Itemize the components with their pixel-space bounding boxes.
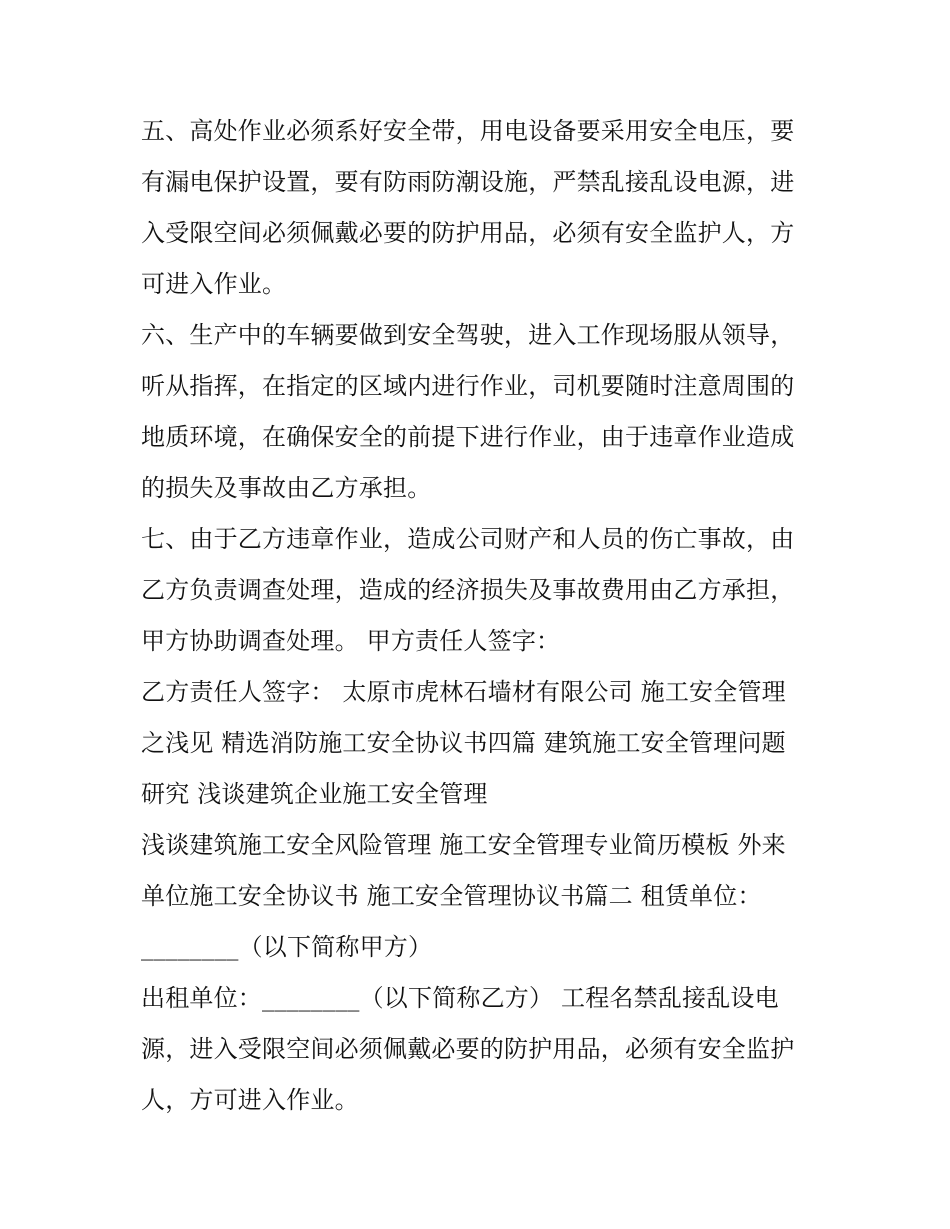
text-line: 可进入作业。 (141, 270, 287, 298)
text-line: 之浅见 精选消防施工安全协议书四篇 建筑施工安全管理问题 (141, 729, 786, 757)
text-line: 有漏电保护设置，要有防雨防潮设施，严禁乱接乱设电源，进 (141, 168, 795, 196)
text-line: 地质环境，在确保安全的前提下进行作业，由于违章作业造成 (141, 423, 795, 451)
text-line: 乙方负责调查处理，造成的经济损失及事故费用由乙方承担， (141, 576, 795, 604)
text-line: 浅谈建筑施工安全风险管理 施工安全管理专业简历模板 外来 (141, 831, 786, 859)
text-line: 五、高处作业必须系好安全带，用电设备要采用安全电压，要 (141, 117, 795, 145)
text-line: ________（以下简称甲方） (141, 933, 433, 961)
text-line: 出租单位：________（以下简称乙方） 工程名禁乱接乱设电 (141, 984, 779, 1012)
text-line: 七、由于乙方违章作业，造成公司财产和人员的伤亡事故，由 (141, 525, 795, 553)
text-line: 入受限空间必须佩戴必要的防护用品，必须有安全监护人，方 (141, 219, 795, 247)
text-line: 研究 浅谈建筑企业施工安全管理 (141, 780, 488, 808)
text-line: 人，方可进入作业。 (141, 1086, 359, 1114)
text-line: 听从指挥，在指定的区域内进行作业，司机要随时注意周围的 (141, 372, 795, 400)
text-line: 源，进入受限空间必须佩戴必要的防护用品，必须有安全监护 (141, 1035, 795, 1063)
document-body (141, 106, 821, 1126)
text-line: 单位施工安全协议书 施工安全管理协议书篇二 租赁单位： (141, 882, 762, 910)
text-line: 甲方协助调查处理。 甲方责任人签字： (141, 627, 561, 655)
text-line: 的损失及事故由乙方承担。 (141, 474, 432, 502)
text-line: 六、生产中的车辆要做到安全驾驶，进入工作现场服从领导， (141, 321, 795, 349)
text-line: 乙方责任人签字： 太原市虎林石墙材有限公司 施工安全管理 (141, 678, 786, 706)
